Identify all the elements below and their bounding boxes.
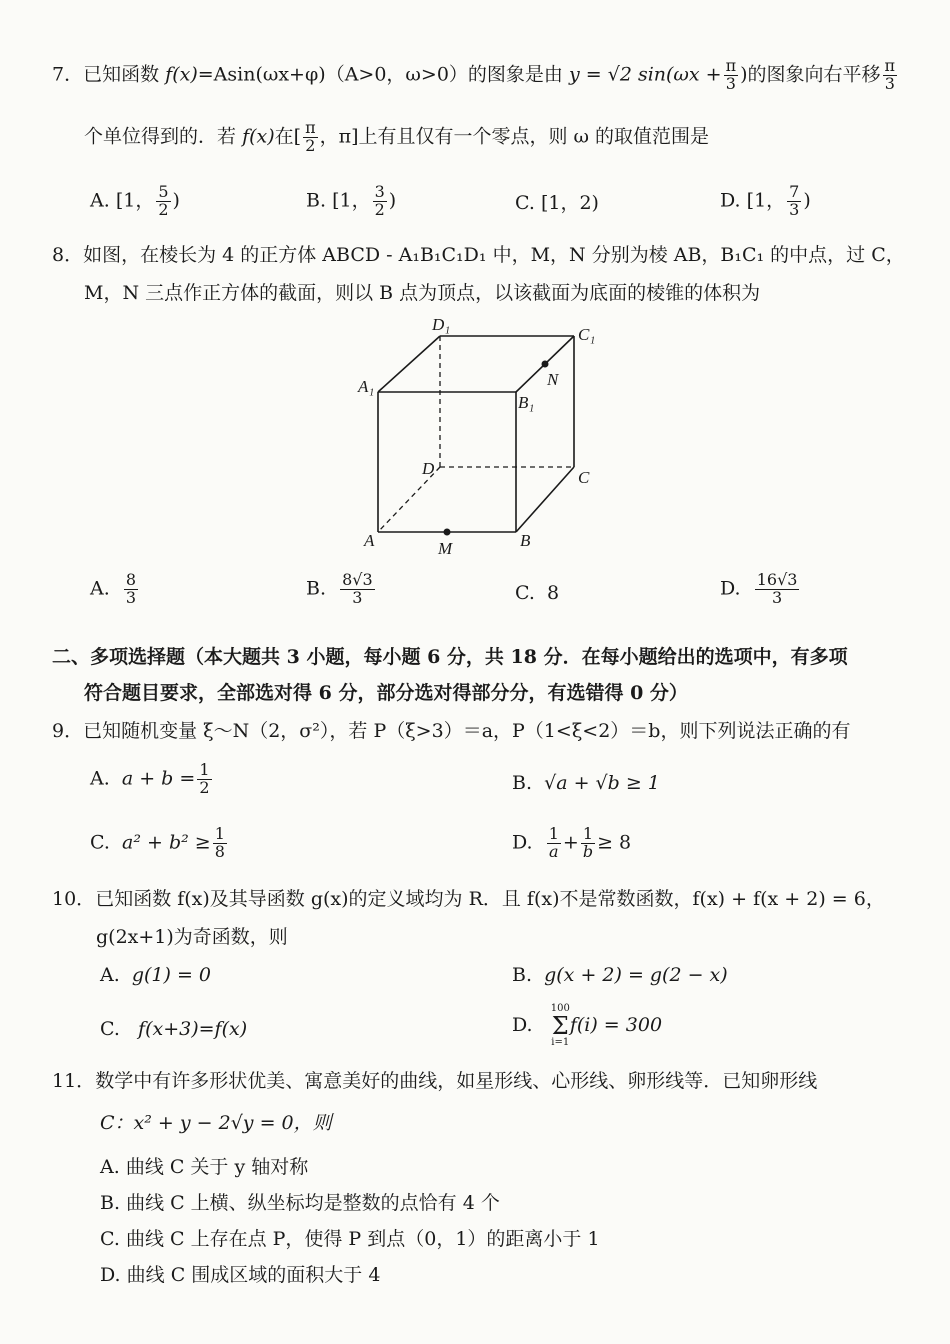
q7-stem: 已知函数 (83, 63, 160, 86)
q7-pi-over-3-a: $\frac{\pi}{3}$ (725, 56, 737, 93)
q7-option-b[interactable]: B. [1， $\frac{3}{2}$ ) (306, 182, 397, 219)
q7-y-expr: y = √2 sin(ωx + (568, 63, 722, 86)
q7-option-d[interactable]: D. [1， $\frac{7}{3}$ ) (720, 182, 811, 219)
q8-option-a[interactable]: A. $\frac{8}{3}$ (90, 570, 137, 607)
q10-line1: 10．已知函数 f(x)及其导函数 g(x)的定义域均为 R．且 f(x)不是常数函数，f(x) + f(x + 2) = 6， (52, 888, 885, 910)
q7-line2-b: 在[ (274, 125, 302, 148)
q7-pi-over-3-b: $\frac{\pi}{3}$ (884, 56, 896, 93)
q7-number: 7． (52, 63, 84, 86)
q7-line1 (52, 58, 899, 93)
q10-line2: g(2x+1)为奇函数，则 (96, 926, 288, 948)
q9-option-a[interactable]: A. a + b = $\frac{1}{2}$ (90, 760, 210, 797)
label-C1: C₁ (578, 325, 596, 344)
q8-option-c[interactable]: C. 8 (515, 582, 560, 604)
q10-option-d[interactable]: D. 100 Σ i=1 f(i) = 300 (512, 1003, 663, 1048)
q11-option-d[interactable]: D. 曲线 C 围成区域的面积大于 4 (100, 1264, 381, 1286)
q8-option-b[interactable]: B. $\frac{8√3}{3}$ (306, 570, 373, 607)
section2-heading-line2: 符合题目要求，全部选对得 6 分，部分选对得部分分，有选错得 0 分） (84, 682, 688, 704)
q8-line2: M，N 三点作正方体的截面，则以 B 点为顶点，以该截面为底面的棱锥的体积为 (84, 282, 761, 304)
q7-line2-a: 个单位得到的．若 (84, 125, 237, 148)
q7-option-a[interactable]: A. [1， $\frac{5}{2}$ ) (90, 182, 180, 219)
q9-option-b[interactable]: B. √a + √b ≥ 1 (512, 772, 660, 794)
q11-option-b[interactable]: B. 曲线 C 上横、纵坐标均是整数的点恰有 4 个 (100, 1192, 500, 1214)
q7-line2 (84, 120, 709, 155)
point-M (444, 529, 451, 536)
q10-option-c[interactable]: C. f(x+3)=f(x) (100, 1018, 248, 1040)
q11-option-a[interactable]: A. 曲线 C 关于 y 轴对称 (100, 1156, 309, 1178)
point-N (542, 361, 549, 368)
cube-figure (340, 312, 620, 562)
q7-fx-2: f(x) (242, 125, 275, 148)
q11-option-c[interactable]: C. 曲线 C 上存在点 P，使得 P 到点（0，1）的距离小于 1 (100, 1228, 600, 1250)
q8-line1: 8．如图，在棱长为 4 的正方体 ABCD - A₁B₁C₁D₁ 中，M，N 分别为棱 AB，B₁C₁ 的中点，过 C， (52, 244, 905, 266)
label-D: D (422, 459, 435, 478)
q11-line1: 11．数学中有许多形状优美、寓意美好的曲线，如星形线、心形线、卵形线等．已知卵形线 (52, 1070, 818, 1092)
q9-stem: 9．已知随机变量 ξ～N（2，σ²），若 P（ξ>3）＝a，P（1<ξ<2）＝b，则下列说法正确的有 (52, 720, 851, 742)
label-D1: D₁ (432, 315, 451, 334)
label-A1: A₁ (358, 377, 375, 396)
q7-fx: f(x) (165, 63, 198, 86)
section2-heading-line1: 二、多项选择题（本大题共 3 小题，每小题 6 分，共 18 分．在每小题给出的选项中，有多项 (52, 646, 848, 668)
label-M: M (438, 539, 453, 558)
label-C: C (578, 468, 590, 487)
q7-option-c[interactable]: C. [1，2) (515, 192, 599, 214)
edge-CB (516, 467, 574, 532)
label-B1: B₁ (518, 393, 535, 412)
label-A: A (364, 531, 375, 550)
edge-A1D1 (378, 336, 440, 392)
q8-option-d[interactable]: D. $\frac{16√3}{3}$ (720, 570, 798, 607)
q10-option-b[interactable]: B. g(x + 2) = g(2 − x) (512, 964, 728, 986)
q7-pi-over-2: $\frac{\pi}{2}$ (305, 118, 316, 155)
label-N: N (547, 370, 559, 389)
q10-option-a[interactable]: A. g(1) = 0 (100, 964, 212, 986)
label-B: B (520, 531, 531, 550)
q11-line2: C：x² + y − 2√y = 0，则 (100, 1112, 332, 1134)
q9-option-c[interactable]: C. a² + b² ≥ $\frac{1}{8}$ (90, 824, 225, 861)
q7-line2-c: ，π]上有且仅有一个零点，则 ω 的取值范围是 (319, 125, 710, 148)
q7-shift-text: )的图象向右平移 (740, 63, 881, 86)
q9-option-d[interactable]: D. $\frac{1}{a}$ + $\frac{1}{b}$ ≥ 8 (512, 824, 632, 861)
q7-def: =Asin(ωx+φ)（A>0，ω>0）的图象是由 (197, 63, 563, 86)
